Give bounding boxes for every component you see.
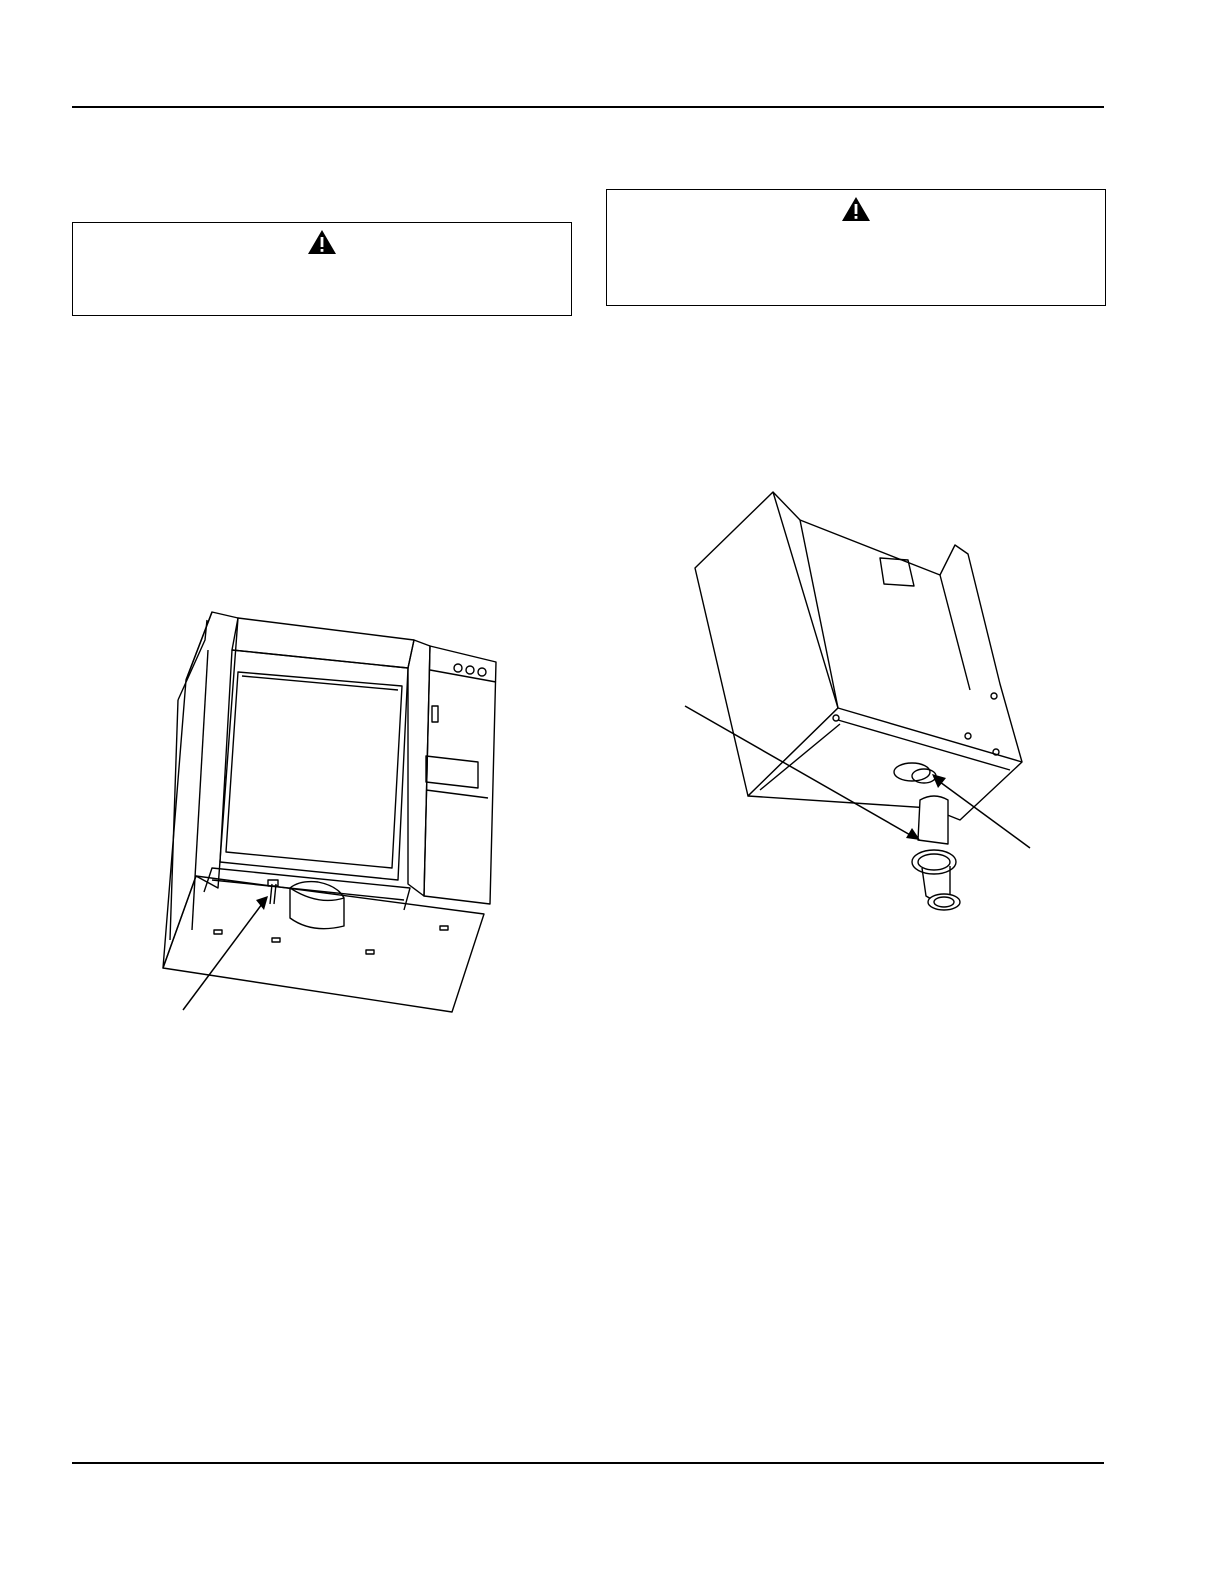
footer-rule bbox=[72, 1462, 1104, 1464]
